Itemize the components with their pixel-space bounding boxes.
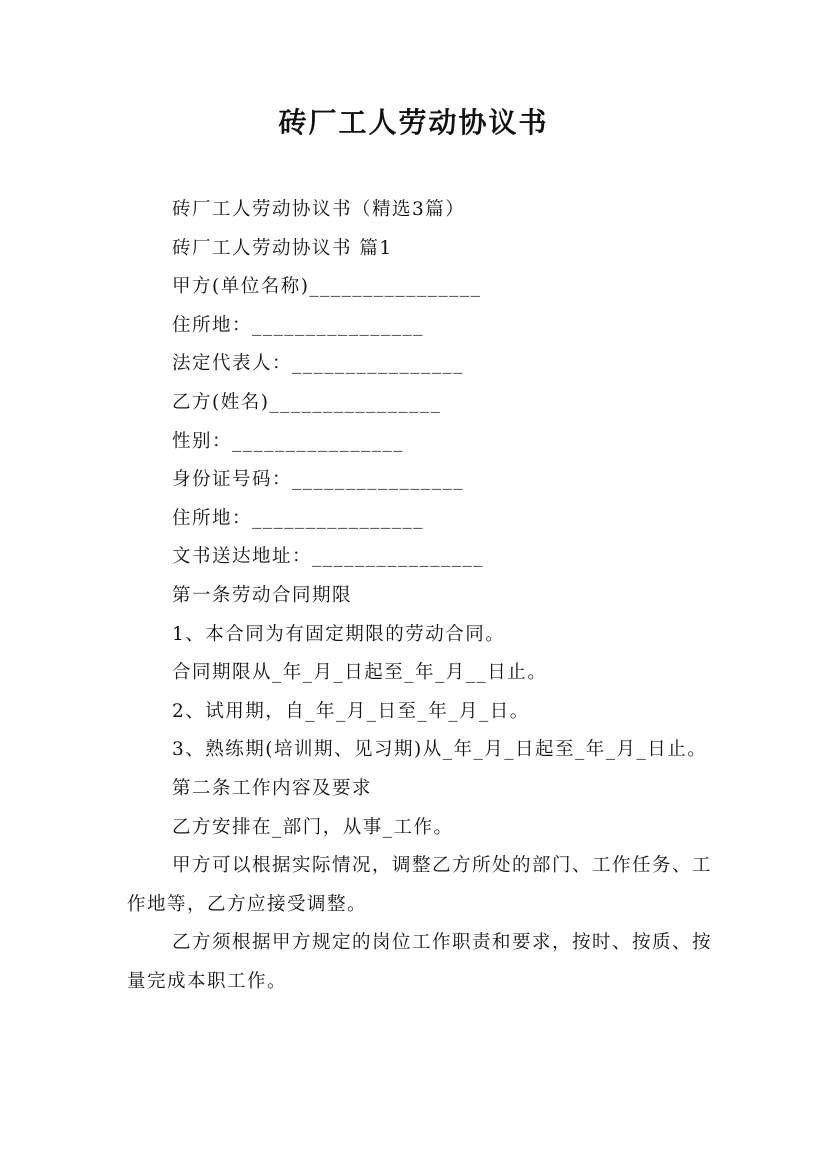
paragraph-term-period: 合同期限从_年_月_日起至_年_月__日止。 xyxy=(172,662,548,684)
field-legal-representative: 法定代表人：________________ xyxy=(172,353,465,375)
field-delivery-address: 文书送达地址：________________ xyxy=(172,546,485,568)
paragraph-term-1: 1、本合同为有固定期限的劳动合同。 xyxy=(172,623,506,645)
field-party-a-address: 住所地：________________ xyxy=(172,314,425,336)
paragraph-article-number: 砖厂工人劳动协议书 篇1 xyxy=(172,237,393,259)
field-gender: 性别：________________ xyxy=(172,430,405,452)
document-body xyxy=(127,191,717,1001)
paragraph-probation: 2、试用期，自_年_月_日至_年_月_日。 xyxy=(172,700,530,722)
section-heading-term: 第一条劳动合同期限 xyxy=(172,584,353,606)
paragraph-work-assignment: 乙方安排在_部门，从事_工作。 xyxy=(172,816,454,838)
field-party-a-name: 甲方(单位名称)________________ xyxy=(172,276,482,298)
paragraph-heading-selection: 砖厂工人劳动协议书（精选3篇） xyxy=(172,199,466,220)
document-title: 砖厂工人劳动协议书 xyxy=(278,106,549,139)
field-party-b-name: 乙方(姓名)________________ xyxy=(172,391,442,413)
paragraph-training-period: 3、熟练期(培训期、见习期)从_年_月_日起至_年_月_日止。 xyxy=(172,739,708,761)
section-heading-work: 第二条工作内容及要求 xyxy=(172,777,373,799)
field-id-number: 身份证号码：________________ xyxy=(172,469,465,491)
field-party-b-address: 住所地：________________ xyxy=(172,507,425,529)
paragraph-work-duty: 乙方须根据甲方规定的岗位工作职责和要求，按时、按质、按量完成本职工作。 xyxy=(127,932,713,992)
paragraph-work-adjustment: 甲方可以根据实际情况，调整乙方所处的部门、工作任务、工作地等，乙方应接受调整。 xyxy=(127,855,713,915)
